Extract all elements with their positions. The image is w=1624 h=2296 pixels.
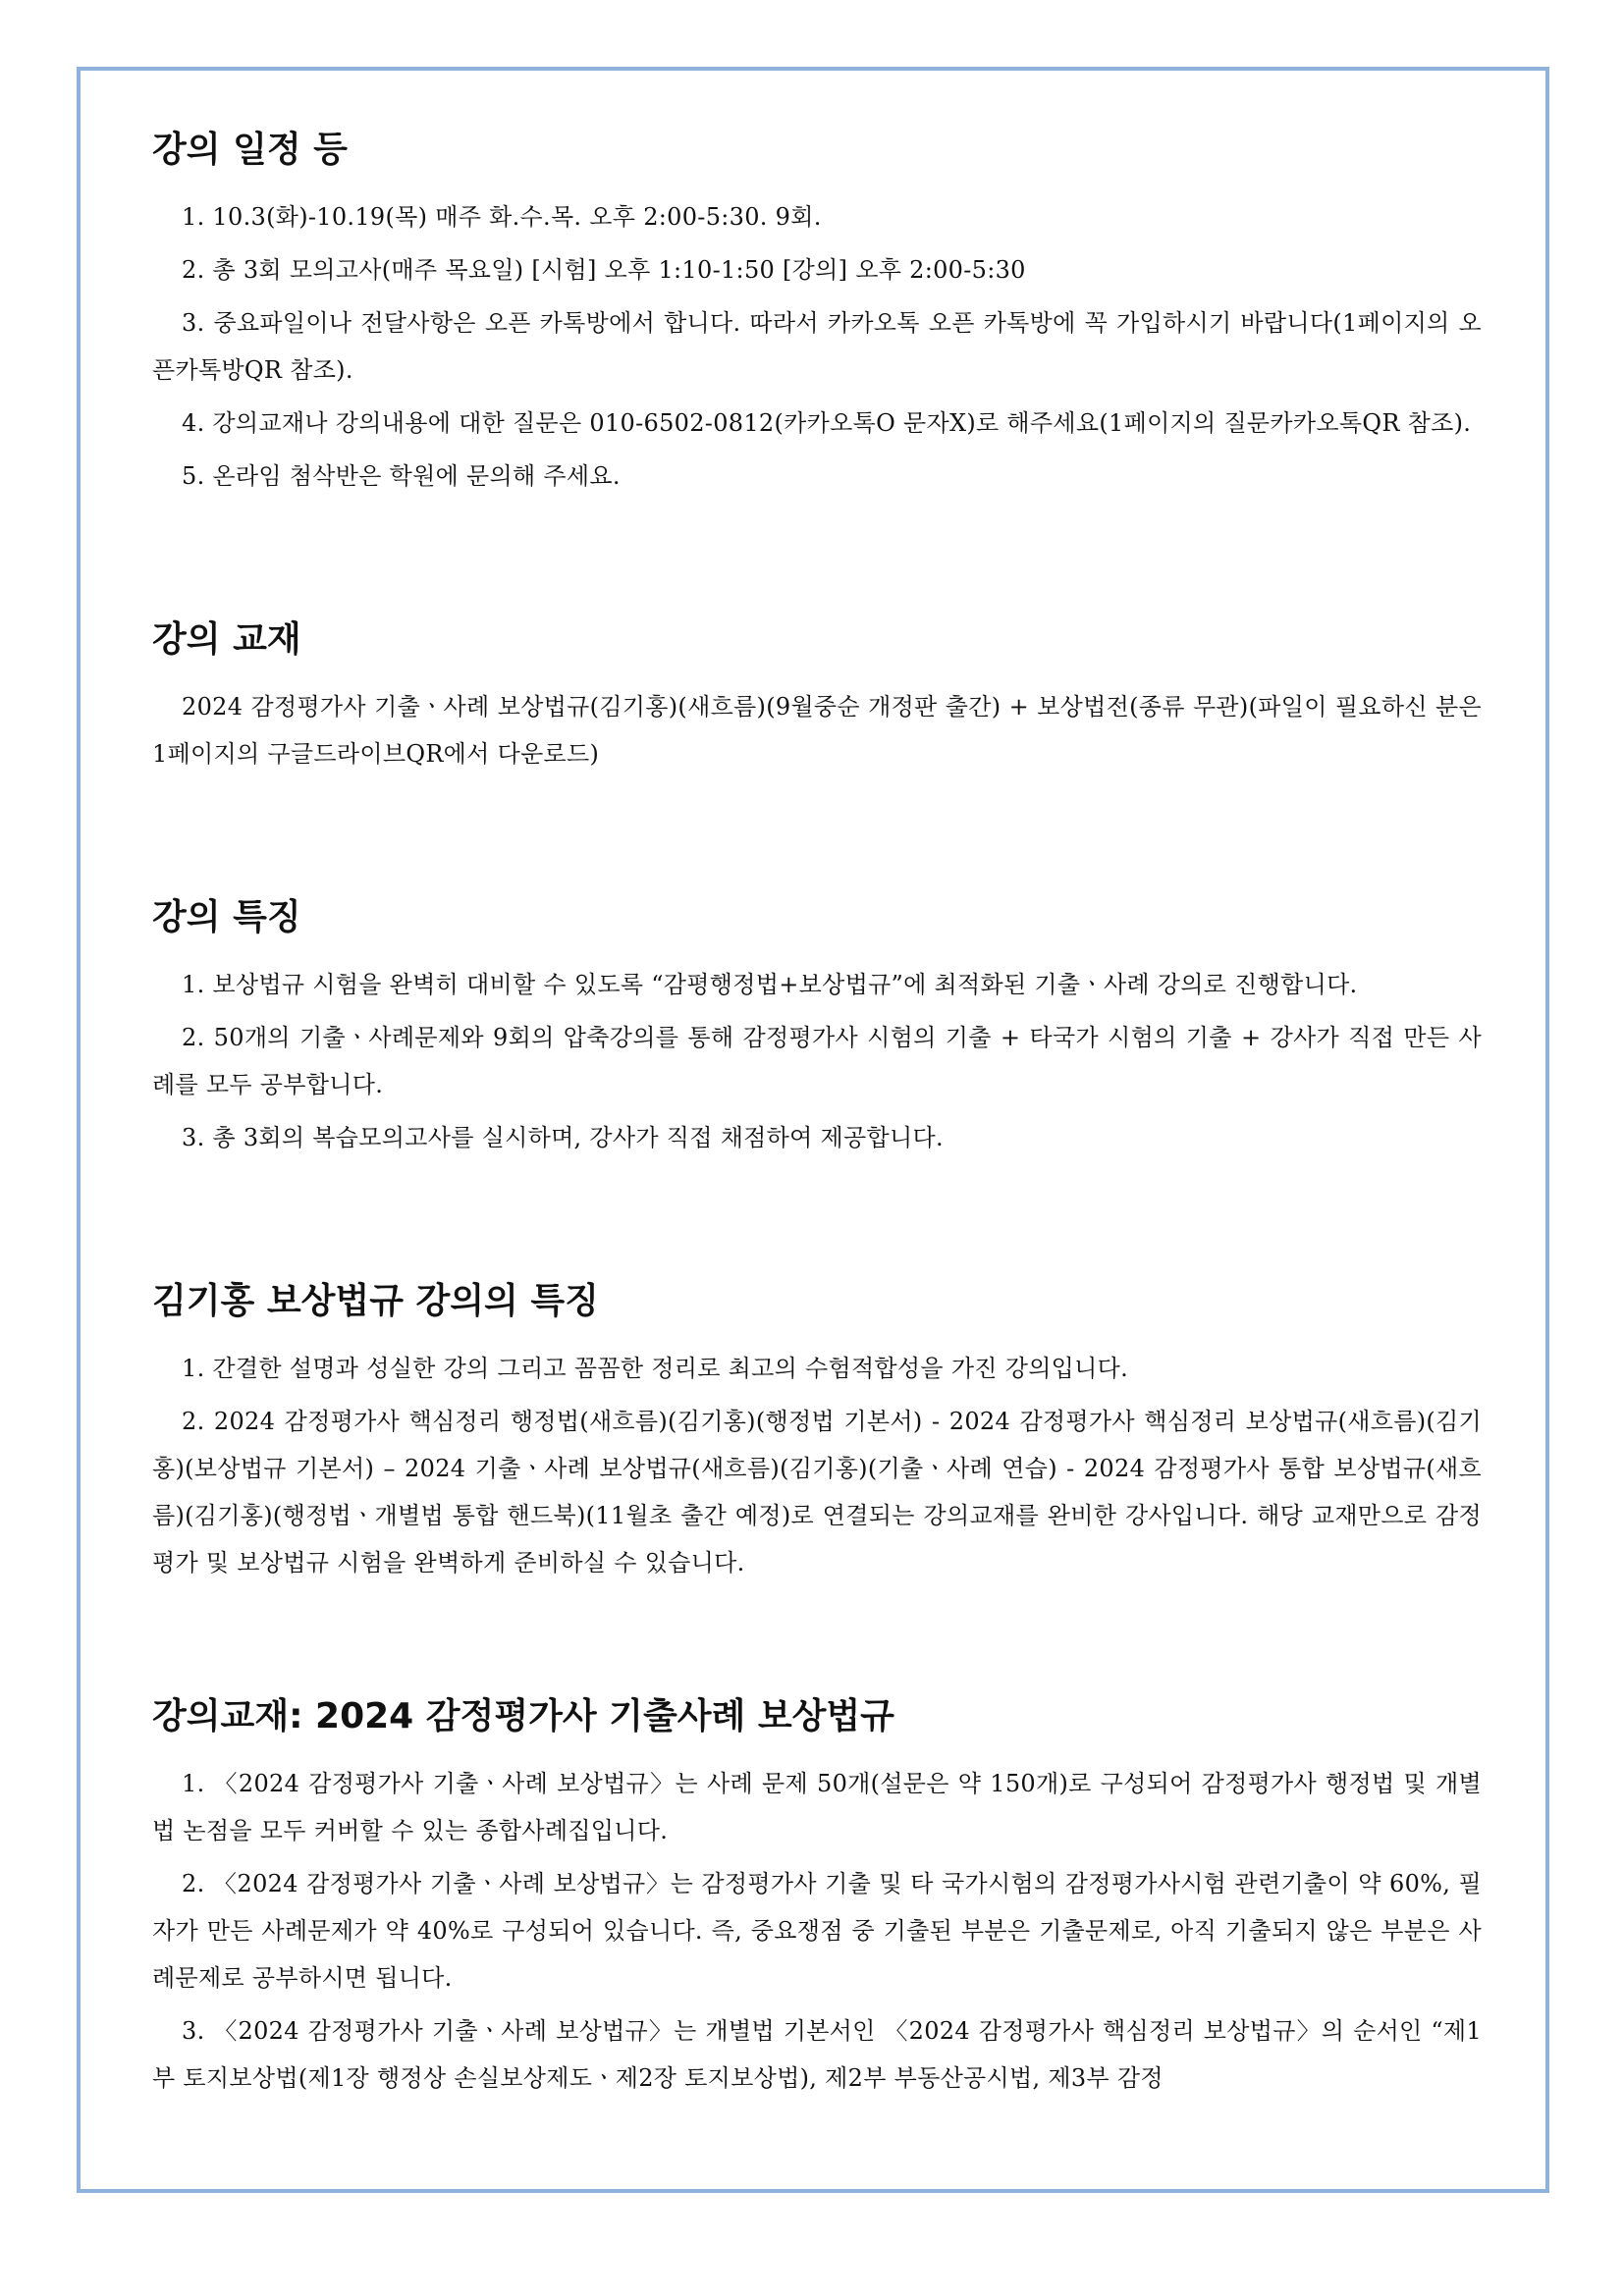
section-textbook bbox=[152, 617, 1482, 777]
section-title: 강의 특징 bbox=[152, 897, 301, 937]
section-title: 강의 일정 등 bbox=[152, 130, 348, 170]
list-item: 4. 강의교재나 강의내용에 대한 질문은 010-6502-0812(카카오톡O 문자X)로 해주세요(1페이지의 질문카카오톡QR 참조). bbox=[182, 409, 1472, 437]
section-title: 강의교재: 2024 감정평가사 기출사례 보상법규 bbox=[152, 1696, 894, 1736]
list-item: 2024 감정평가사 기출ㆍ사례 보상법규(김기홍)(새흐름)(9월중순 개정판 출간) + 보상법전(종류 무관)(파일이 필요하신 분은 1페이지의 구글드라이브QR에서 다운로드) bbox=[152, 693, 1482, 768]
list-item: 3. 중요파일이나 전달사항은 오픈 카톡방에서 합니다. 따라서 카카오톡 오픈 카톡방에 꼭 가입하시기 바랍니다(1페이지의 오픈카톡방QR 참조). bbox=[152, 309, 1482, 384]
section-schedule bbox=[152, 128, 1482, 500]
section-features bbox=[152, 895, 1482, 1161]
section-textbook-detail bbox=[152, 1694, 1482, 2102]
list-item: 1. 간결한 설명과 성실한 강의 그리고 꼼꼼한 정리로 최고의 수험적합성을 가진 강의입니다. bbox=[182, 1355, 1129, 1382]
list-item: 3. 〈2024 감정평가사 기출ㆍ사례 보상법규〉는 개별법 기본서인 〈2024 감정평가사 핵심정리 보상법규〉의 순서인 “제1부 토지보상법(제1장 행정상 손실보상제도ㆍ제2장 토지보상법), 제2부 부동산공시법, 제3부 감정 bbox=[152, 2017, 1482, 2092]
list-item: 5. 온라임 첨삭반은 학원에 문의해 주세요. bbox=[182, 462, 621, 490]
list-item: 2. 2024 감정평가사 핵심정리 행정법(새흐름)(김기홍)(행정법 기본서) - 2024 감정평가사 핵심정리 보상법규(새흐름)(김기홍)(보상법규 기본서) – 2024 기출ㆍ사례 보상법규(새흐름)(김기홍)(기출ㆍ사례 연습) - 2024 감정평가사 통합 보상법규(새흐름)(김기홍)(행정법ㆍ개별법 통합 핸드북)(11월초 출간 예정)로 연결되는 강의교재를 완비한 강사입니다. 해당 교재만으로 감정평가 및 보상법규 시험을 완벽하게 준비하실 수 있습니다. bbox=[152, 1408, 1482, 1576]
section-title: 강의 교재 bbox=[152, 619, 301, 660]
list-item: 2. 총 3회 모의고사(매주 목요일) [시험] 오후 1:10-1:50 [강의] 오후 2:00-5:30 bbox=[182, 256, 1026, 284]
list-item: 1. 보상법규 시험을 완벽히 대비할 수 있도록 “감평행정법+보상법규”에 최적화된 기출ㆍ사례 강의로 진행합니다. bbox=[182, 971, 1358, 998]
list-item: 2. 〈2024 감정평가사 기출ㆍ사례 보상법규〉는 감정평가사 기출 및 타 국가시험의 감정평가사시험 관련기출이 약 60%, 필자가 만든 사례문제가 약 40%로 구성되어 있습니다. 즉, 중요쟁점 중 기출된 부분은 기출문제로, 아직 기출되지 않은 부분은 사례문제로 공부하시면 됩니다. bbox=[152, 1870, 1482, 1992]
list-item: 2. 50개의 기출ㆍ사례문제와 9회의 압축강의를 통해 감정평가사 시험의 기출 + 타국가 시험의 기출 + 강사가 직접 만든 사례를 모두 공부합니다. bbox=[152, 1024, 1482, 1098]
list-item: 3. 총 3회의 복습모의고사를 실시하며, 강사가 직접 채점하여 제공합니다. bbox=[182, 1124, 944, 1151]
section-title: 김기홍 보상법규 강의의 특징 bbox=[152, 1281, 599, 1321]
list-item: 1. 10.3(화)-10.19(목) 매주 화.수.목. 오후 2:00-5:30. 9회. bbox=[182, 203, 822, 231]
list-item: 1. 〈2024 감정평가사 기출ㆍ사례 보상법규〉는 사례 문제 50개(설문은 약 150개)로 구성되어 감정평가사 행정법 및 개별법 논점을 모두 커버할 수 있는 종합사례집입니다. bbox=[152, 1770, 1482, 1844]
section-instructor-features bbox=[152, 1279, 1482, 1586]
document-body bbox=[152, 128, 1482, 2108]
